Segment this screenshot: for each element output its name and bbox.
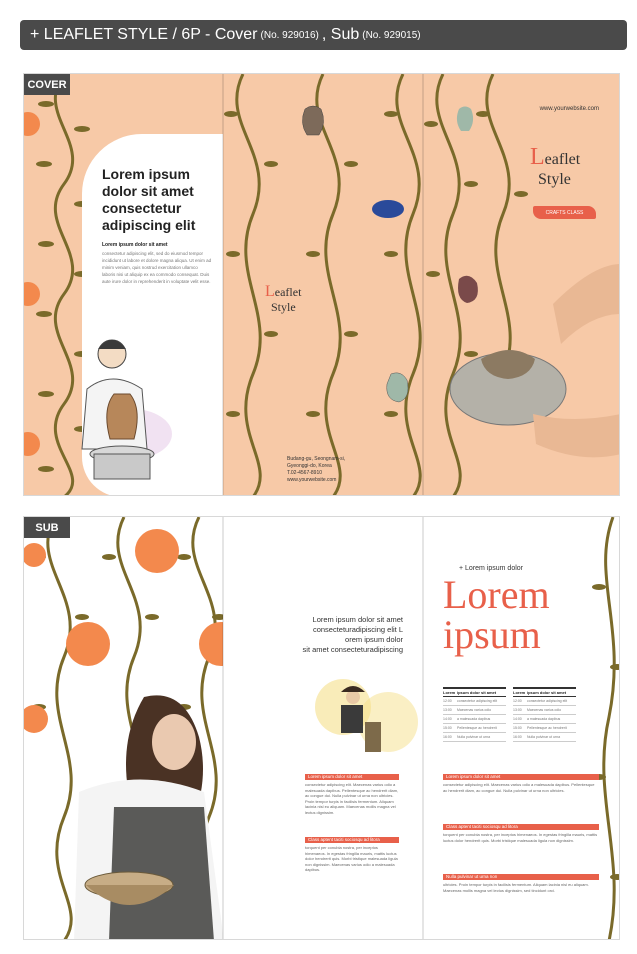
cover-left-panel [24, 74, 223, 495]
section-heading: Lorem ipsum dolor sit amet [305, 774, 399, 780]
fold-line [222, 517, 224, 939]
fold-line [422, 517, 424, 939]
fold-line [422, 74, 424, 495]
cover-tag: COVER [24, 74, 70, 95]
section-body: consectetur adipiscing elit. Maecenas varius odio a malesuada dapibus. Pellentesque ac hendrerit diam, ac congue dui. Nulla pulvinar ut urna non ultricies. Proin tempor turpis in facilisis fermentum. Aliquam lacinia nisl eu aliquam. Maecenas mollis magna vel lectus dignissim. [305, 782, 399, 815]
cover-back-panel [223, 74, 423, 495]
sub-tag: SUB [24, 517, 70, 538]
header-bar [20, 20, 627, 50]
header-separator: , Sub [321, 26, 360, 43]
schedule-table: Lorem ipsum dolor sit amet 12:00 consectetur adipiscing elit 13:00 Maecenas varius odio 14:00 a malesuada dapibus 15:00 Pellentesque ac hendrerit 16:00 Nulla pulvinar ut urna [443, 687, 506, 742]
potter-illustration [313, 667, 423, 762]
mid-leaflet-logo: Leaflet Style [265, 283, 302, 314]
section-body: ultricies. Proin tempor turpis in facilisis fermentum. Aliquam lacinia nisl eu aliquam. Maecenas mollis magna vel lectus dignissim, sed tincidunt orci. [443, 882, 589, 893]
table-row: 15:00 Pellentesque ac hendrerit [513, 724, 576, 733]
table-row: 14:00 a malesuada dapibus [513, 715, 576, 724]
fold-line [222, 74, 224, 495]
section-body: torquent per conubia nostra, per inceptos himenaeos. In egestas fringilla mauris, mattis luctus dolor hendrerit quis. Morbi tristique malesuada ligula non dignissim. [443, 832, 598, 843]
cover-subhead: Lorem ipsum dolor sit amet [102, 242, 168, 248]
leaflet-style-logo: Leaflet Style [530, 144, 581, 188]
contact-address: Budang-gu, Seongnam-si, Gyeonggi-do, Korea T.02-4567-8910 www.yourwebsite.com [287, 456, 346, 483]
table-row: 16:00 Nulla pulvinar ut urna [443, 733, 506, 742]
lorem-small-heading: + Lorem ipsum dolor [459, 565, 524, 572]
table-row: 13:00 Maecenas varius odio [443, 706, 506, 715]
section-body: torquent per conubia nostra, per inceptos himenaeos. In egestas fringilla mauris, mattis luctus dolor hendrerit quis. Morbi tristique malesuada ligula non dignissim. Maecenas varius odio a malesuada dapibus. [305, 845, 398, 873]
table-row: 15:00 Pellentesque ac hendrerit [443, 724, 506, 733]
table-row: 14:00 a malesuada dapibus [443, 715, 506, 724]
table-row: 12:00 consectetur adipiscing elit [513, 697, 576, 706]
sub-right-panel [423, 517, 620, 939]
website-url: www.yourwebsite.com [539, 106, 599, 112]
cover-spread [23, 73, 620, 496]
floral-vine-pattern [24, 517, 223, 940]
cover-front-panel [423, 74, 620, 495]
section-heading: Class aptent taciti sociosqu ad litora [305, 837, 399, 843]
sub-middle-panel [223, 517, 423, 939]
table-row: 13:00 Maecenas varius odio [513, 706, 576, 715]
cover-body-text: consectetur adipiscing elit, sed do eiusmod tempor incididunt ut labore et dolore magna aliqua. Ut enim ad minim veniam, quis nostrud exercitation ullamco laboris nisi ut aliquip ex ea commodo consequat. Duis aute irure dolor in reprehenderit in voluptate velit esse. [102, 251, 212, 284]
table-row: 16:00 Nulla pulvinar ut urna [513, 733, 576, 742]
sub-quote: Lorem ipsum dolor sit amet consecteturadipiscing elit L orem ipsum dolor sit amet consecteturadipiscing [302, 615, 403, 654]
section-body: consectetur adipiscing elit. Maecenas varius odio a malesuada dapibus. Pellentesque ac hendrerit diam, ac congue dui. Nulla pulvinar ut urna non ultricies. [443, 782, 595, 793]
woman-with-bowl-photo [74, 695, 223, 940]
sub-left-panel [24, 517, 223, 939]
sub-spread [23, 516, 620, 940]
header-title: + LEAFLET STYLE / 6P - Cover [30, 26, 258, 43]
lorem-big-heading: Lorem ipsum [443, 572, 550, 657]
crafts-class-badge: CRAFTS CLASS [533, 206, 596, 219]
potter-illustration [72, 329, 172, 489]
header-number-cover: (No. 929016) [260, 29, 319, 41]
cover-headline: Lorem ipsum dolor sit amet consectetur adipiscing elit [102, 166, 196, 233]
table-row: 12:00 consectetur adipiscing elit [443, 697, 506, 706]
vine-decoration [223, 74, 423, 496]
schedule-table: Lorem ipsum dolor sit amet 12:00 consectetur adipiscing elit 13:00 Maecenas varius odio 14:00 a malesuada dapibus 15:00 Pellentesque ac hendrerit 16:00 Nulla pulvinar ut urna [513, 687, 576, 742]
vine-decoration [423, 74, 620, 496]
header-number-sub: (No. 929015) [362, 29, 421, 41]
section-heading: Class aptent taciti sociosqu ad litora [443, 824, 599, 830]
section-heading: Nulla pulvinar ut urna non [443, 874, 599, 880]
section-heading: Lorem ipsum dolor sit amet [443, 774, 599, 780]
